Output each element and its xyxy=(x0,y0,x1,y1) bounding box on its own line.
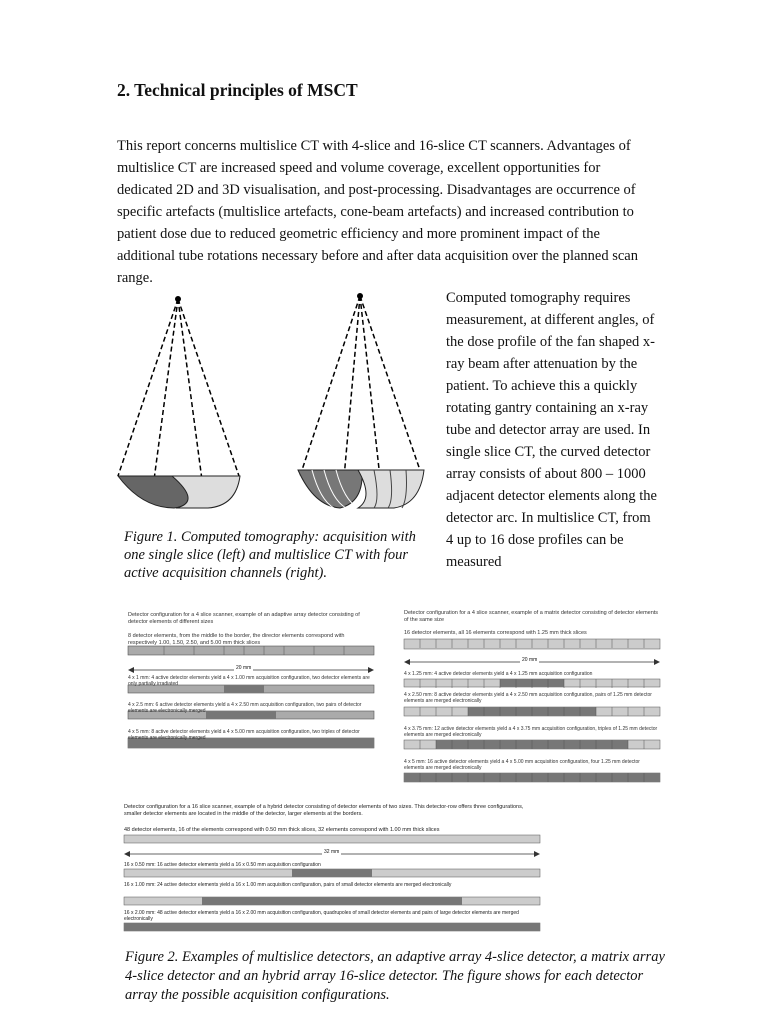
panel-c-config-3: 16 x 2.00 mm: 48 active detector elements yield a 16 x 2.00 mm acquisition configuration, quadrupoles of small detector elements and pairs of large detector elements are merged electronically xyxy=(124,910,519,922)
panel-a-bars xyxy=(124,608,376,768)
panel-adaptive-array xyxy=(124,608,376,768)
panel-a-desc: 8 detector elements, from the middle to the border, the director elements correspond with respectively 1.00, 1.50, 2.50, and 5.00 mm thick slices xyxy=(128,633,345,646)
panel-matrix-array xyxy=(400,606,664,786)
panel-b-config-2: 4 x 2.50 mm: 8 active detector elements yield a 4 x 2.50 mm acquisition configuration, pairs of 1.25 mm detector elements are merged electronically xyxy=(404,692,652,704)
side-paragraph: Computed tomography requires measurement, at different angles, of the dose profile of the fan shaped x-ray beam after attenuation by the patient. To achieve this a quickly rotating gantry containing an x-ray tube and detector array are used. In single slice CT, the curved detector array consists of about 800 – 1000 adjacent detector elements along the detector arc. In multislice CT, from 4 up to 16 dose profiles can be measured xyxy=(446,290,657,570)
panel-a-title: Detector configuration for a 4 slice scanner, example of an adaptive array detector consisting of detector elements of different sizes xyxy=(128,612,360,625)
panel-c-config-1: 16 x 0.50 mm: 16 active detector elements yield a 16 x 0.50 mm acquisition configuration xyxy=(124,862,321,868)
panel-a-config-1: 4 x 1 mm: 4 active detector elements yield a 4 x 1.00 mm acquisition configuration, two detector elements are only partially irradiated xyxy=(128,675,370,687)
multislice-diagram xyxy=(298,293,424,508)
panel-b-config-4: 4 x 5 mm: 16 active detector elements yield a 4 x 5.00 mm acquisition configuration, four 1.25 mm detector elements are merged electronically xyxy=(404,759,640,771)
panel-b-config-1: 4 x 1.25 mm: 4 active detector elements yield a 4 x 1.25 mm acquisition configuration xyxy=(404,671,593,677)
panel-c-span: 32 mm xyxy=(324,849,340,855)
panel-b-title: Detector configuration for a 4 slice scanner, example of a matrix detector consisting of detector elements of the same size xyxy=(404,610,659,623)
panel-a-span: 20 mm xyxy=(236,665,252,671)
single-slice-diagram xyxy=(118,296,240,508)
panel-c-desc: 48 detector elements, 16 of the elements correspond with 0.50 mm thick slices, 32 elements correspond with 1.00 mm thick slices xyxy=(124,827,440,833)
section-heading: 2. Technical principles of MSCT xyxy=(117,80,358,100)
panel-b-desc: 16 detector elements, all 16 elements correspond with 1.25 mm thick slices xyxy=(404,630,587,636)
intro-paragraph: This report concerns multislice CT with 4-slice and 16-slice CT scanners. Advantages of multislice CT are increased speed and volume coverage, excellent opportunities for dedicated 2D and 3D visualisation, and post-processing. Disadvantages are occurrence of specific artefacts (multislice artefacts, cone-beam artefacts) and increased contribution to patient dose due to reduced geometric efficiency and more prominent impact of the additional tube rotations necessary before and after data acquisition over the planned scan range. xyxy=(117,138,638,286)
panel-a-config-2: 4 x 2.5 mm: 6 active detector elements yield a 4 x 2.50 mm acquisition configuration, two pairs of detector elements are electronically merged xyxy=(128,702,362,714)
panel-b-config-3: 4 x 3.75 mm: 12 active detector elements yield a 4 x 3.75 mm acquisition configuration, triples of 1.25 mm detector elements are merged electronically xyxy=(404,726,658,738)
panel-c-config-2: 16 x 1.00 mm: 24 active detector elements yield a 16 x 1.00 mm acquisition configuration, pairs of small detector elements are merged electronically xyxy=(124,882,452,888)
panel-c-title: Detector configuration for a 16 slice scanner, example of a hybrid detector consisting of detector elements of two sizes. This detector-row offers three configurations, smaller detector elements are located in the middle of the detector, larger elements at the borders. xyxy=(124,804,524,817)
panel-a-config-3: 4 x 5 mm: 8 active detector elements yield a 4 x 5.00 mm acquisition configuration, two triples of detector elements are electronically merged xyxy=(128,729,360,741)
figure1-diagram xyxy=(112,290,442,515)
figure2-caption: Figure 2. Examples of multislice detectors, an adaptive array 4-slice detector, a matrix array 4-slice detector and an hybrid array 16-slice detector. The figure shows for each detector array the possible acquisition configurations. xyxy=(125,949,665,1003)
panel-b-span: 20 mm xyxy=(522,657,538,663)
figure1-caption: Figure 1. Computed tomography: acquisition with one single slice (left) and multislice CT with four active acquisition channels (right). xyxy=(124,529,416,581)
panel-hybrid-array xyxy=(122,802,542,932)
